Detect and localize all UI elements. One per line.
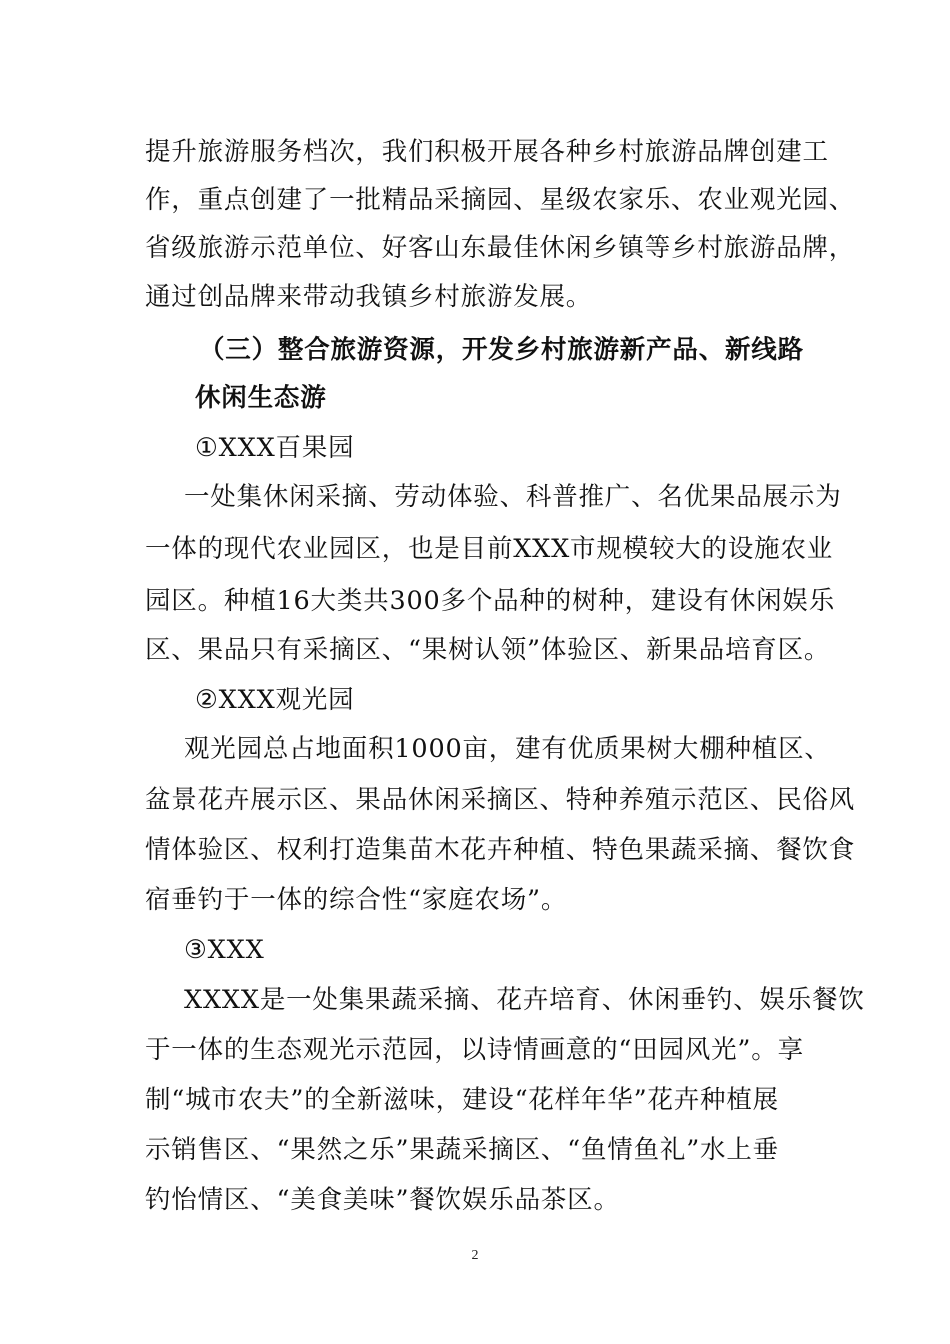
- item-title: ②XXX观光园: [195, 685, 355, 715]
- body-text-line: 园区。种植16大类共300多个品种的树种，建设有休闲娱乐: [145, 586, 836, 616]
- item-title: ①XXX百果园: [195, 433, 355, 463]
- body-text-line: 于一体的生态观光示范园，以诗情画意的“田园风光”。享: [145, 1035, 804, 1065]
- body-text-line: 省级旅游示范单位、好客山东最佳休闲乡镇等乡村旅游品牌，: [145, 233, 856, 263]
- body-text-line: 通过创品牌来带动我镇乡村旅游发展。: [145, 282, 593, 312]
- body-text-line: 一处集休闲采摘、劳动体验、科普推广、名优果品展示为: [184, 482, 842, 512]
- body-text-line: 情体验区、权利打造集苗木花卉种植、特色果蔬采摘、餐饮食: [145, 835, 856, 865]
- subsection-heading: 休闲生态游: [195, 383, 327, 413]
- body-text-line: 区、果品只有采摘区、“果树认领”体验区、新果品培育区。: [145, 635, 831, 665]
- page-number: 2: [471, 1248, 479, 1263]
- body-text-line: 钓怡情区、“美食美味”餐饮娱乐品茶区。: [145, 1185, 620, 1215]
- section-heading: （三）整合旅游资源，开发乡村旅游新产品、新线路: [199, 335, 804, 365]
- body-text-line: XXXX是一处集果蔬采摘、花卉培育、休闲垂钓、娱乐餐饮: [184, 985, 865, 1015]
- body-text-line: 提升旅游服务档次，我们积极开展各种乡村旅游品牌创建工: [145, 137, 829, 167]
- body-text-line: 观光园总占地面积1000亩，建有优质果树大棚种植区、: [184, 734, 831, 764]
- body-text-line: 制“城市农夫”的全新滋味，建设“花样年华”花卉种植展: [145, 1085, 779, 1115]
- body-text-line: 宿垂钓于一体的综合性“家庭农场”。: [145, 885, 568, 915]
- body-text-line: 盆景花卉展示区、果品休闲采摘区、特种养殖示范区、民俗风: [145, 785, 856, 815]
- item-title: ③XXX: [184, 935, 265, 965]
- body-text-line: 示销售区、“果然之乐”果蔬采摘区、“鱼情鱼礼”水上垂: [145, 1135, 779, 1165]
- body-text-line: 一体的现代农业园区，也是目前XXX市规模较大的设施农业: [145, 534, 834, 564]
- body-text-line: 作，重点创建了一批精品采摘园、星级农家乐、农业观光园、: [145, 185, 856, 215]
